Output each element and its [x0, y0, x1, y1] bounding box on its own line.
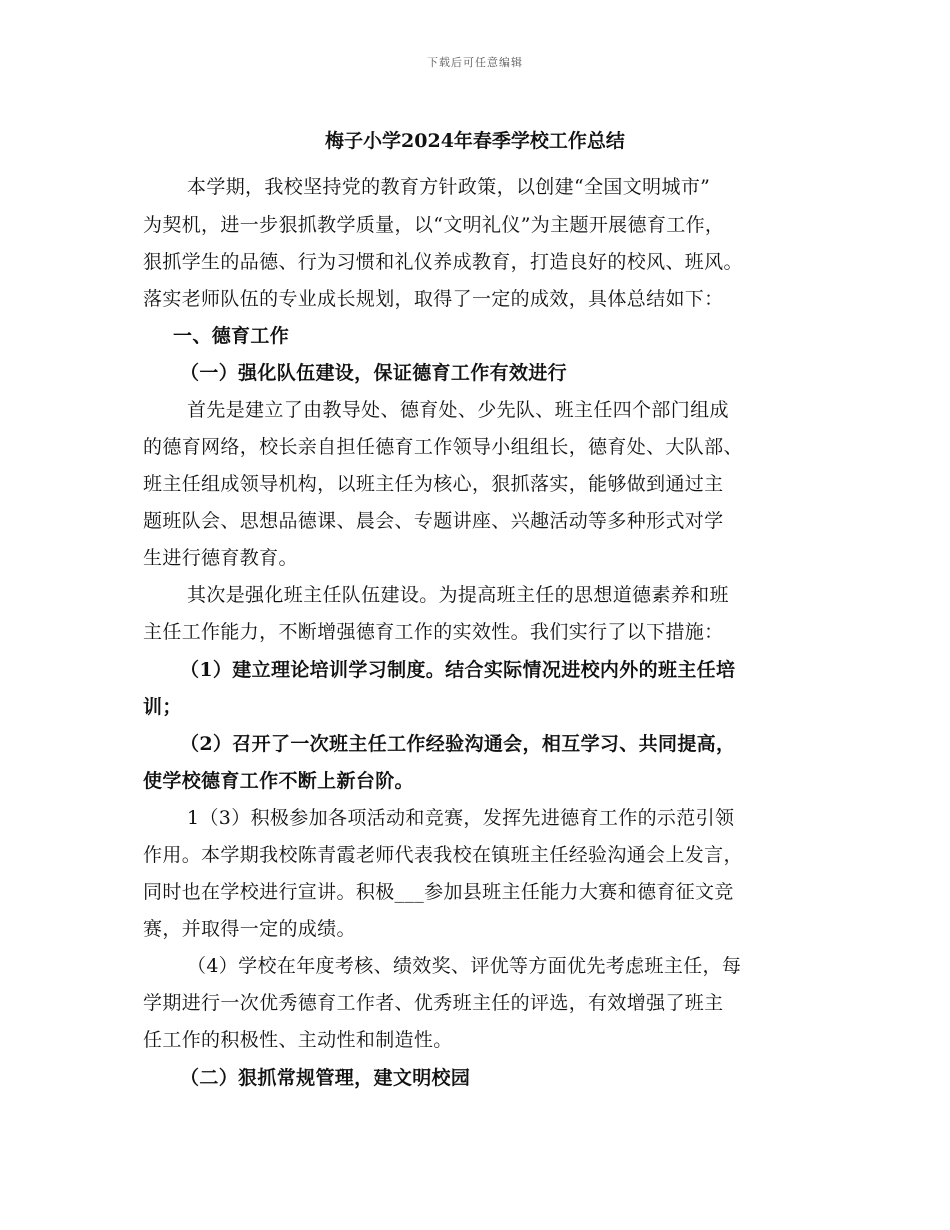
paragraph-line: 赛，并取得一定的成绩。	[143, 918, 356, 940]
paragraph-line: （4）学校在年度考核、绩效奖、评优等方面优先考虑班主任，每	[187, 955, 742, 977]
paragraph-line: 生进行德育教育。	[143, 547, 298, 569]
document-title: 梅子小学2024年春季学校工作总结	[325, 130, 625, 152]
paragraph-line: 班主任组成领导机构，以班主任为核心，狠抓落实，能够做到通过主	[143, 473, 724, 495]
paragraph-line: 学期进行一次优秀德育工作者、优秀班主任的评选，有效增强了班主	[143, 992, 724, 1014]
subsection-heading: （二）狠抓常规管理，建文明校园	[180, 1067, 471, 1089]
paragraph-line: 题班队会、思想品德课、晨会、专题讲座、兴趣活动等多种形式对学	[143, 510, 724, 532]
measure-item-bold: （2）召开了一次班主任工作经验沟通会，相互学习、共同提高，	[180, 733, 736, 755]
paragraph-line: 其次是强化班主任队伍建设。为提高班主任的思想道德素养和班	[187, 584, 729, 606]
paragraph-line: 任工作的积极性、主动性和制造性。	[143, 1029, 453, 1051]
paragraph-line: 首先是建立了由教导处、德育处、少先队、班主任四个部门组成	[187, 399, 729, 421]
subsection-heading: （一）强化队伍建设，保证德育工作有效进行	[180, 362, 568, 384]
paragraph-line: 落实老师队伍的专业成长规划，取得了一定的成效，具体总结如下：	[143, 288, 724, 310]
paragraph-line: 主任工作能力，不断增强德育工作的实效性。我们实行了以下措施：	[143, 621, 724, 643]
paragraph-line: 本学期，我校坚持党的教育方针政策，以创建“全国文明城市”	[187, 176, 711, 198]
measure-item-bold: 训；	[143, 696, 182, 718]
paragraph-line: 同时也在学校进行宣讲。积极___参加县班主任能力大赛和德育征文竞	[143, 881, 734, 903]
section-heading: 一、德育工作	[173, 325, 290, 347]
paragraph-line: 作用。本学期我校陈青霞老师代表我校在镇班主任经验沟通会上发言，	[143, 844, 743, 866]
paragraph-line: 1（3）积极参加各项活动和竞赛，发挥先进德育工作的示范引领	[187, 807, 735, 829]
paragraph-line: 的德育网络，校长亲自担任德育工作领导小组组长，德育处、大队部、	[143, 436, 743, 458]
measure-item-bold: （1）建立理论培训学习制度。结合实际情况进校内外的班主任培	[180, 659, 736, 681]
paragraph-line: 为契机，进一步狠抓教学质量，以“文明礼仪”为主题开展德育工作，	[143, 214, 725, 236]
header-note: 下载后可任意编辑	[427, 56, 523, 69]
paragraph-line: 狠抓学生的品德、行为习惯和礼仪养成教育，打造良好的校风、班风。	[143, 251, 743, 273]
measure-item-bold: 使学校德育工作不断上新台阶。	[143, 770, 414, 792]
